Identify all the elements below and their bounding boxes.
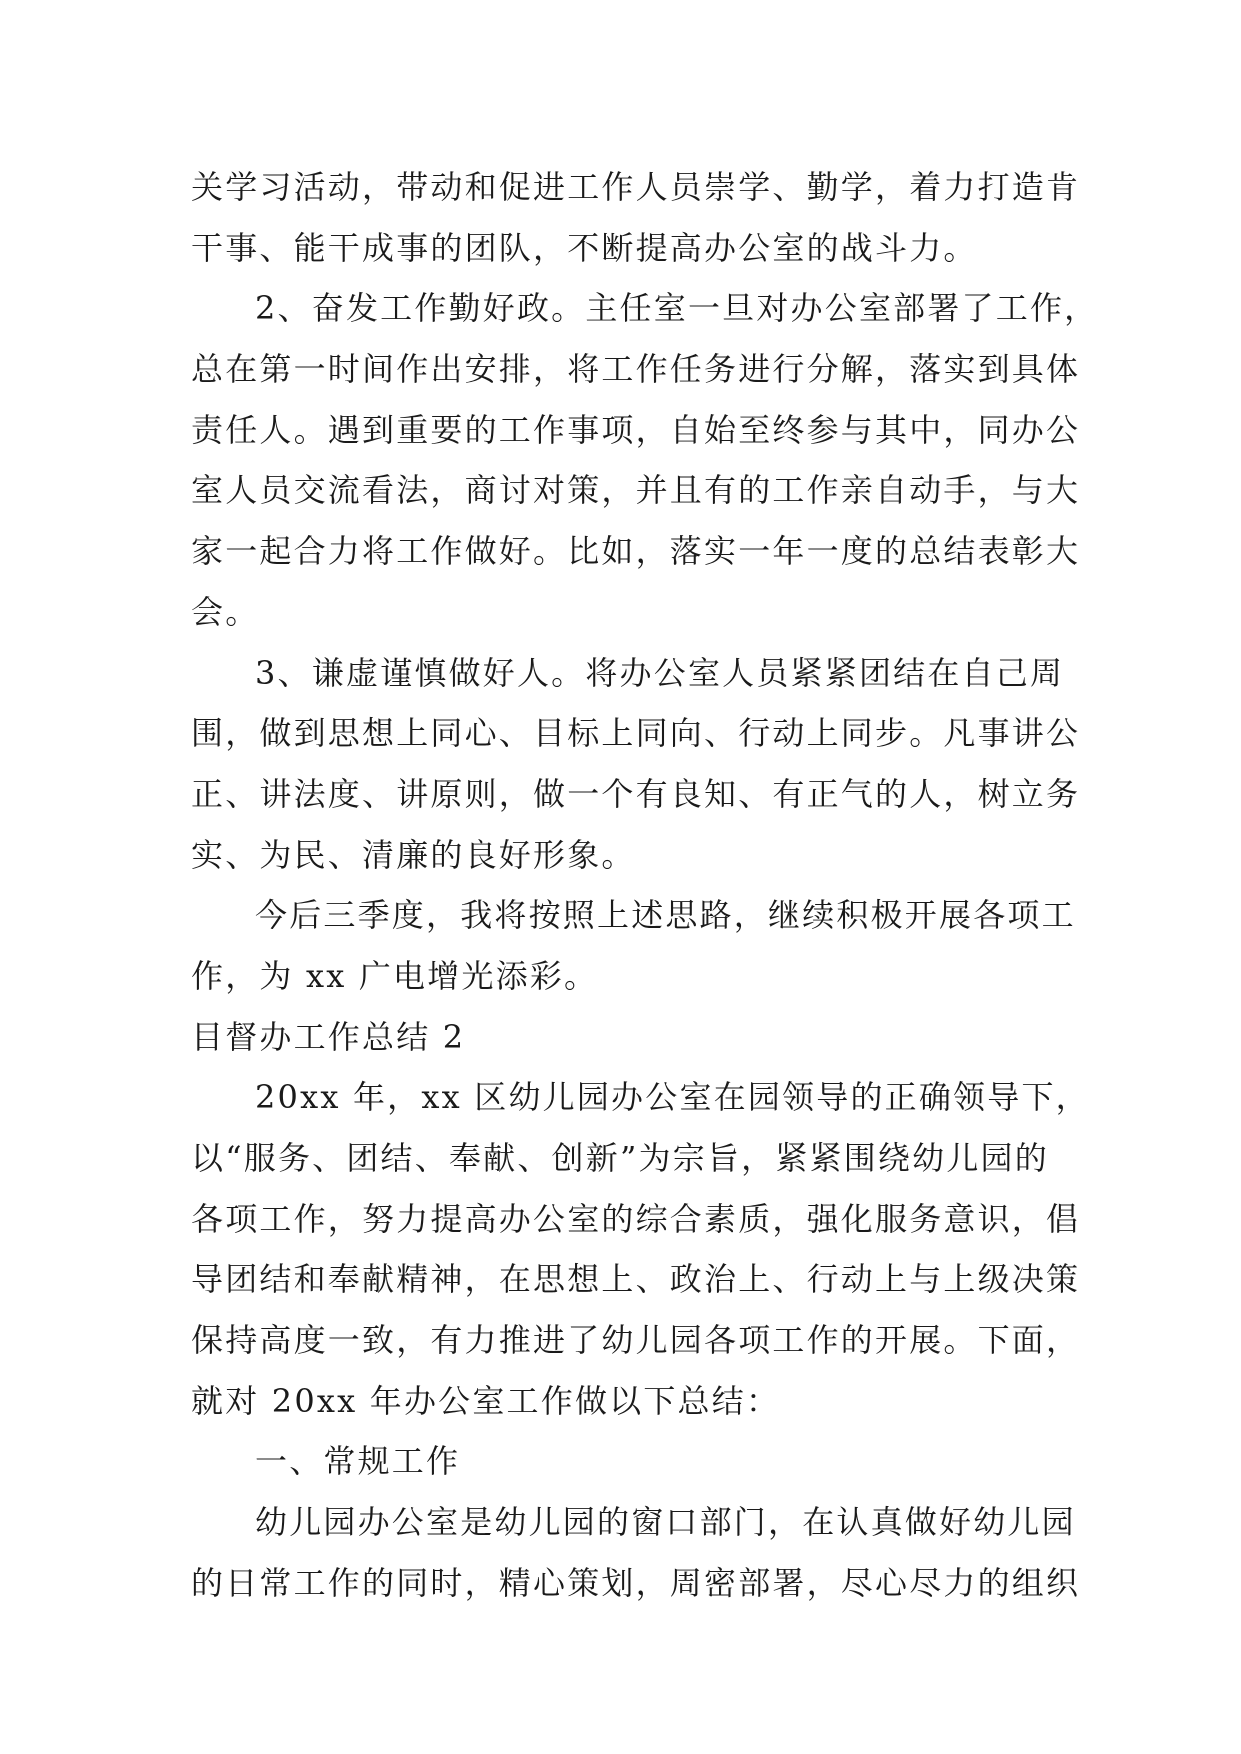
text-line: 正、讲法度、讲原则，做一个有良知、有正气的人，树立务	[191, 774, 1081, 813]
text-line: 干事、能干成事的团队，不断提高办公室的战斗力。	[191, 228, 978, 267]
paragraph-start-line: 幼儿园办公室是幼儿园的窗口部门，在认真做好幼儿园	[255, 1503, 1076, 1542]
text-line: 围，做到思想上同心、目标上同向、行动上同步。凡事讲公	[191, 714, 1081, 753]
paragraph-start-line: 今后三季度，我将按照上述思路，继续积极开展各项工	[255, 896, 1076, 935]
text-line: 导团结和奉献精神，在思想上、政治上、行动上与上级决策	[191, 1260, 1081, 1299]
text-line: 作，为 xx 广电增光添彩。	[191, 956, 599, 995]
text-line: 保持高度一致，有力推进了幼儿园各项工作的开展。下面，	[191, 1321, 1081, 1360]
document-body	[191, 157, 1099, 1614]
text-line: 关学习活动，带动和促进工作人员崇学、勤学，着力打造肯	[191, 168, 1081, 206]
text-line: 室人员交流看法，商讨对策，并且有的工作亲自动手，与大	[191, 471, 1081, 510]
paragraph-start-line: 3、谦虚谨慎做好人。将办公室人员紧紧团结在自己周	[255, 653, 1065, 692]
text-line: 就对 20xx 年办公室工作做以下总结：	[191, 1381, 781, 1420]
text-line: 家一起合力将工作做好。比如，落实一年一度的总结表彰大	[191, 532, 1081, 571]
text-line: 以“服务、团结、奉献、创新”为宗旨，紧紧围绕幼儿园的	[191, 1139, 1049, 1177]
text-line: 责任人。遇到重要的工作事项，自始至终参与其中，同办公	[191, 410, 1081, 449]
paragraph-start-line: 20xx 年，xx 区幼儿园办公室在园领导的正确领导下，	[255, 1078, 1090, 1117]
subsection-heading: 一、常规工作	[255, 1442, 461, 1481]
text-line: 实、为民、清廉的良好形象。	[191, 835, 636, 874]
text-line: 总在第一时间作出安排，将工作任务进行分解，落实到具体	[191, 350, 1081, 389]
section-heading: 目督办工作总结 2	[191, 1017, 466, 1056]
text-line: 的日常工作的同时，精心策划，周密部署，尽心尽力的组织	[191, 1563, 1081, 1602]
text-line: 各项工作，努力提高办公室的综合素质，强化服务意识，倡	[191, 1199, 1081, 1238]
paragraph-start-line: 2、奋发工作勤好政。主任室一旦对办公室部署了工作，	[255, 289, 1099, 328]
text-line: 会。	[191, 592, 260, 631]
